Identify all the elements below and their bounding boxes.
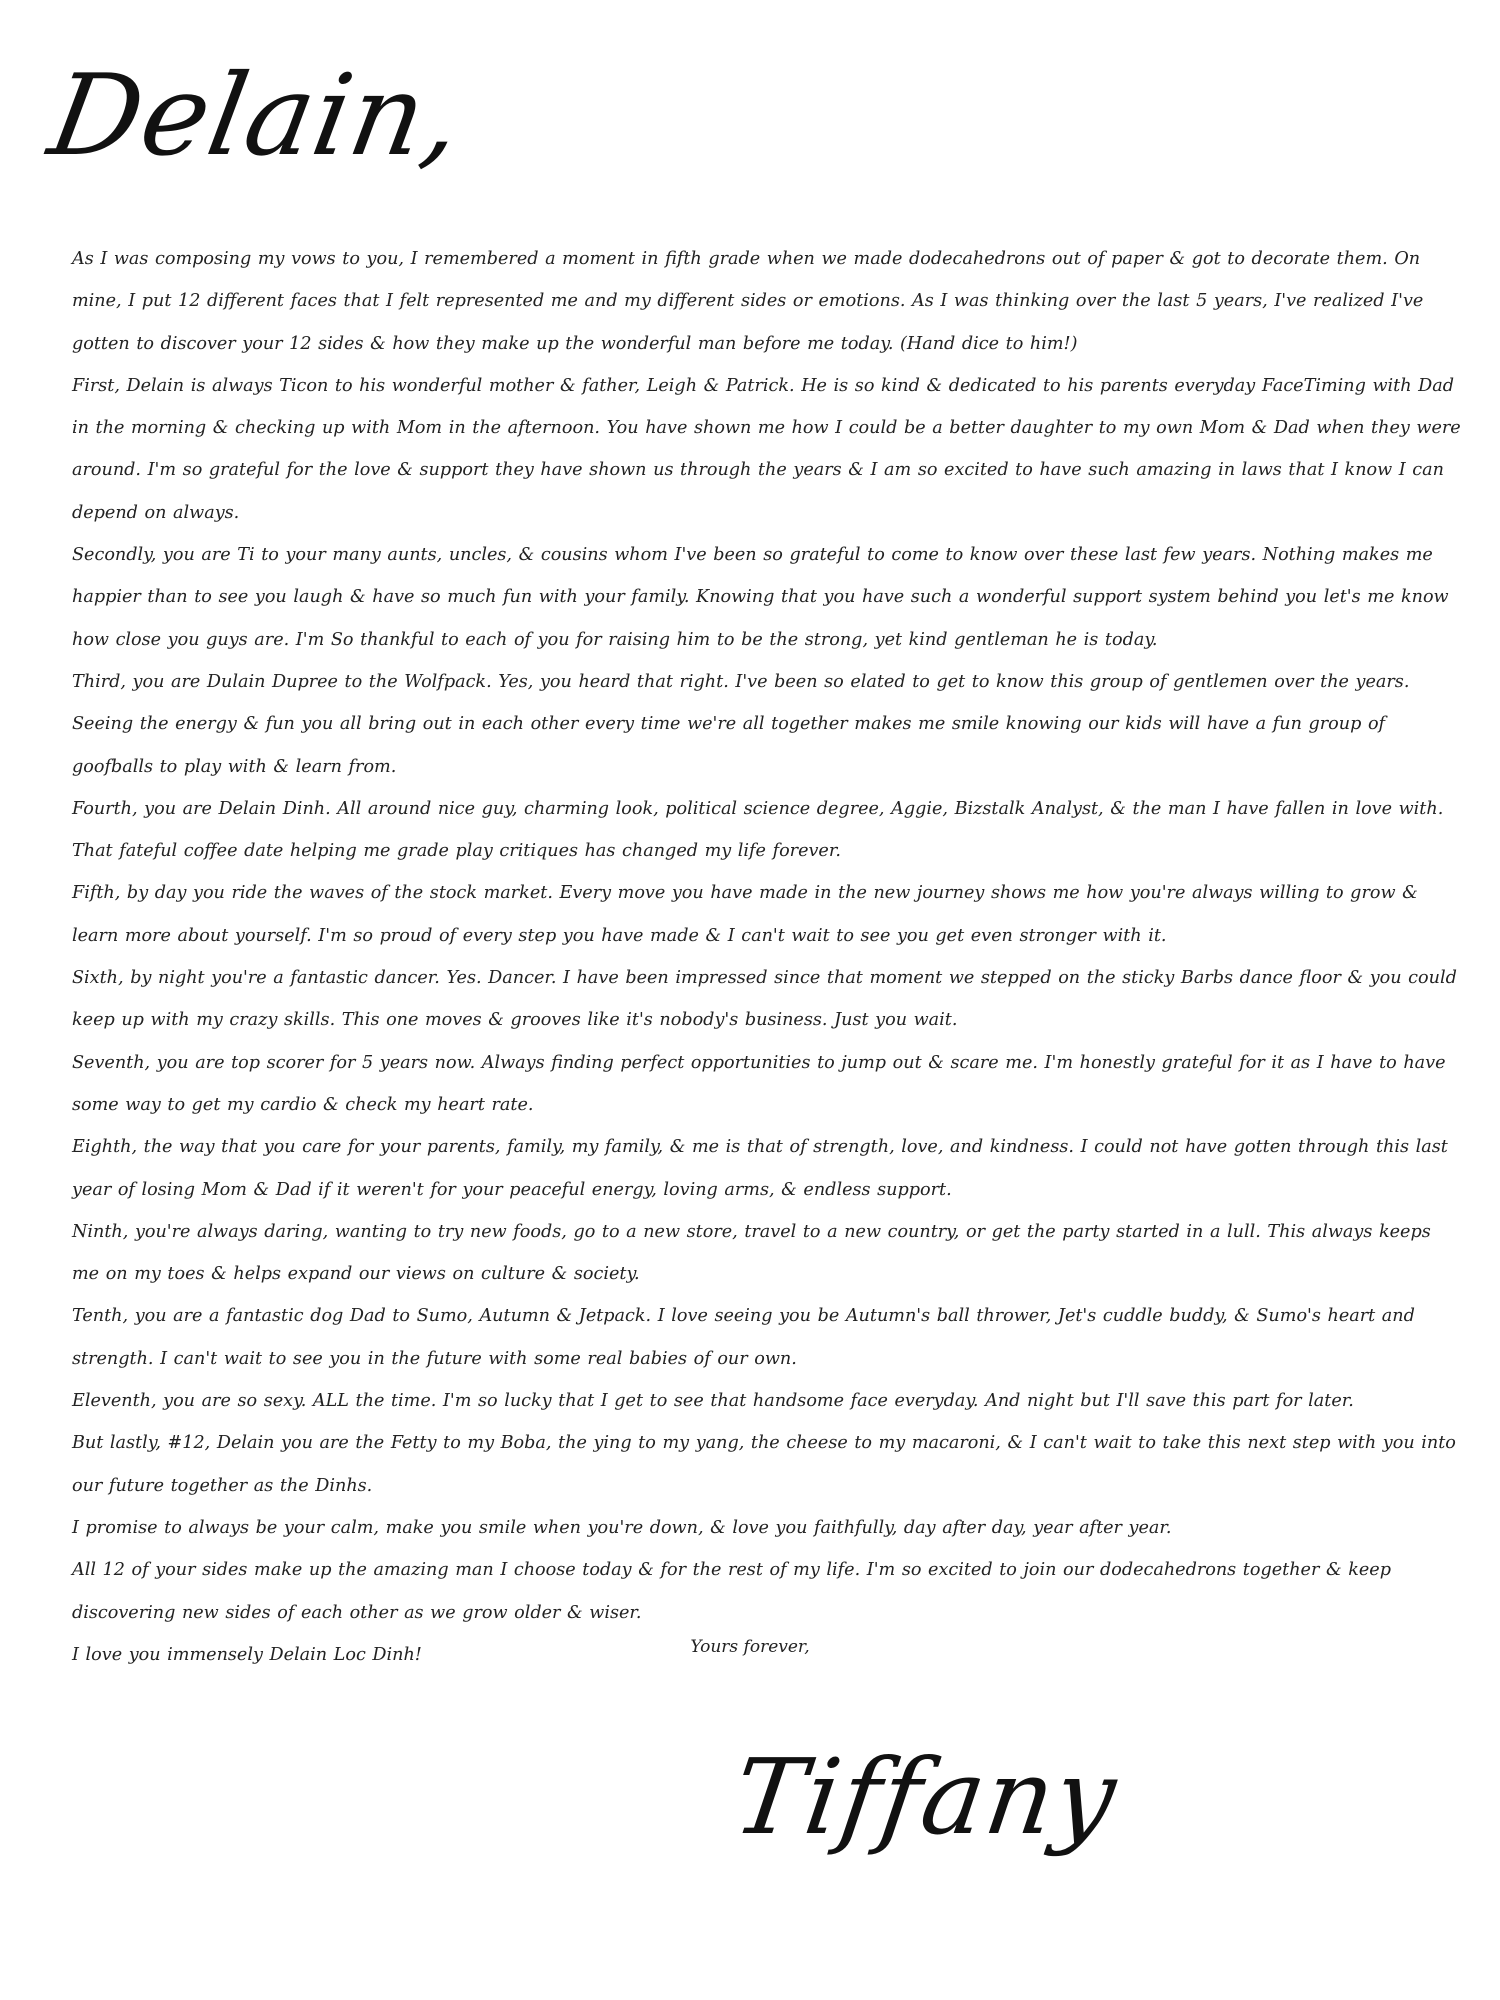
- paragraph-fifth: Fifth, by day you ride the waves of the stock market. Every move you have made in the new journey shows me how you're always willing to grow & learn more about yourself. I'm so proud of every step you have made & I can't wait to see you get even stronger with it.: [72, 883, 1418, 946]
- signature: Tiffany: [726, 1736, 1125, 1858]
- closing-line: Yours forever,: [690, 1637, 810, 1657]
- paragraph-ninth: Ninth, you're always daring, wanting to try new foods, go to a new store, travel to a new country, or get the party started in a lull. This always keeps me on my toes & helps expand our views on culture & society.: [72, 1221, 1431, 1285]
- letter-body: [72, 238, 1462, 1676]
- paragraph-sixth: Sixth, by night you're a fantastic dancer. Yes. Dancer. I have been impressed since that moment we stepped on the sticky Barbs dance floor & you could keep up with my crazy skills. This one moves & grooves like it's nobody's business. Just you wait.: [72, 968, 1457, 1031]
- paragraph-love: I love you immensely Delain Loc Dinh!: [72, 1644, 422, 1665]
- paragraph-promise: I promise to always be your calm, make you smile when you're down, & love you faithfully, day after day, year after year.: [72, 1517, 1172, 1538]
- paragraph-first: First, Delain is always Ticon to his wonderful mother & father, Leigh & Patrick. He is so kind & dedicated to his parents everyday FaceTiming with Dad in the morning & checking up with Mom in the afternoon. You have shown me how I could be a better daughter to my own Mom & Dad when they were around. I'm so grateful for the love & support they have shown us through the years & I am so excited to have such amazing in laws that I know I can depend on always.: [72, 375, 1461, 523]
- paragraph-third: Third, you are Dulain Dupree to the Wolfpack. Yes, you heard that right. I've been so elated to get to know this group of gentlemen over the years. Seeing the energy & fun you all bring out in each other every time we're all together makes me smile knowing our kids will have a fun group of goofballs to play with & learn from.: [72, 671, 1410, 777]
- paragraph-tenth: Tenth, you are a fantastic dog Dad to Sumo, Autumn & Jetpack. I love seeing you be Autumn's ball thrower, Jet's cuddle buddy, & Sumo's heart and strength. I can't wait to see you in the future with some real babies of our own.: [72, 1306, 1415, 1369]
- paragraph-all-sides: All 12 of your sides make up the amazing man I choose today & for the rest of my life. I'm so excited to join our dodecahedrons together & keep discovering new sides of each other as we grow older & wiser.: [72, 1560, 1391, 1623]
- paragraph-twelfth: But lastly, #12, Delain you are the Fetty to my Boba, the ying to my yang, the cheese to my macaroni, & I can't wait to take this next step with you into our future together as the Dinhs.: [72, 1433, 1456, 1496]
- salutation: Delain,: [40, 51, 473, 181]
- paragraph-eighth: Eighth, the way that you care for your parents, family, my family, & me is that of strength, love, and kindness. I could not have gotten through this last year of losing Mom & Dad if it weren't for your peaceful energy, loving arms, & endless support.: [72, 1137, 1448, 1200]
- paragraph-intro: As I was composing my vows to you, I remembered a moment in fifth grade when we made dodecahedrons out of paper & got to decorate them. On mine, I put 12 different faces that I felt represented me and my different sides or emotions. As I was thinking over the last 5 years, I've realized I've gotten to discover your 12 sides & how they make up the wonderful man before me today. (Hand dice to him!): [72, 249, 1424, 354]
- paragraph-second: Secondly, you are Ti to your many aunts, uncles, & cousins whom I've been so grateful to come to know over these last few years. Nothing makes me happier than to see you laugh & have so much fun with your family. Knowing that you have such a wonderful support system behind you let's me know how close you guys are. I'm So thankful to each of you for raising him to be the strong, yet kind gentleman he is today.: [72, 545, 1449, 650]
- paragraph-fourth: Fourth, you are Delain Dinh. All around nice guy, charming look, political science degree, Aggie, Bizstalk Analyst, & the man I have fallen in love with. That fateful coffee date helping me grade play critiques has changed my life forever.: [72, 798, 1444, 862]
- paragraph-seventh: Seventh, you are top scorer for 5 years now. Always finding perfect opportunities to jump out & scare me. I'm honestly grateful for it as I have to have some way to get my cardio & check my heart rate.: [72, 1052, 1446, 1115]
- paragraph-eleventh: Eleventh, you are so sexy. ALL the time. I'm so lucky that I get to see that handsome face everyday. And night but I'll save this part for later.: [72, 1391, 1354, 1412]
